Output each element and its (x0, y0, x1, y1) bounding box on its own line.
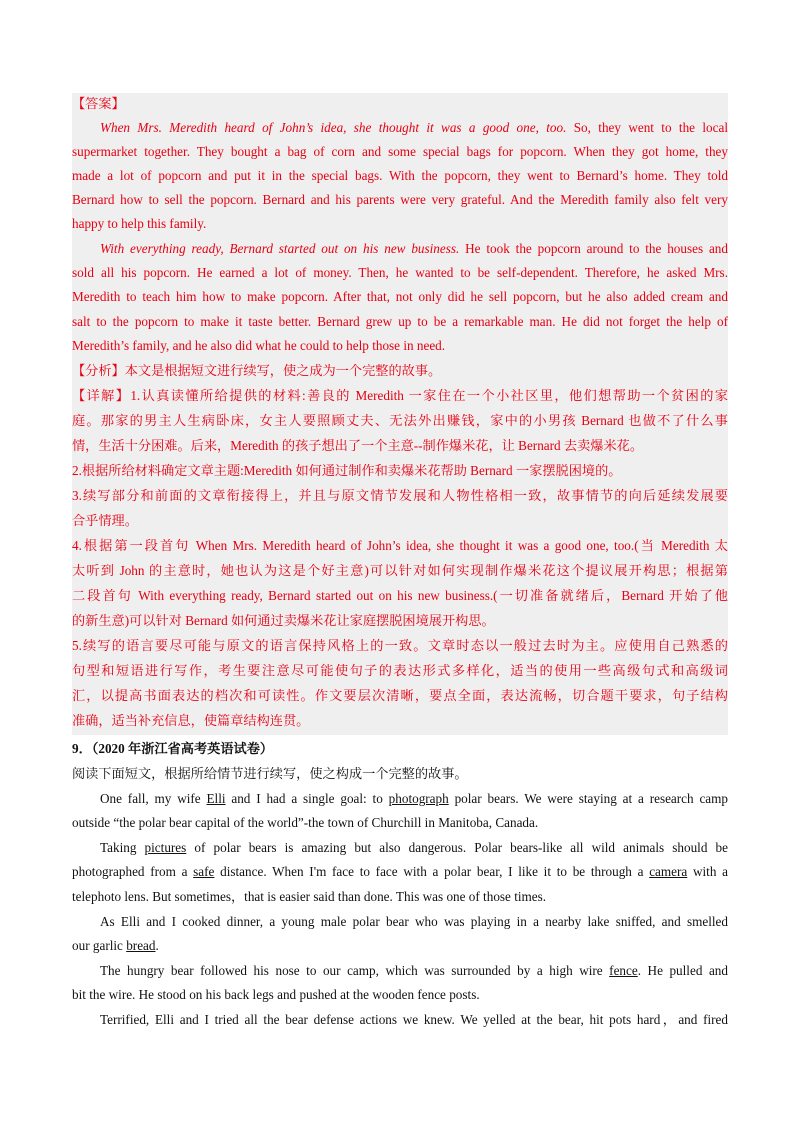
passage-line-2: outside “the polar bear capital of the world”-the town of Churchill in Manitoba, Canada. (72, 815, 539, 830)
detail-line-9: 二段首句 With everything ready, Bernard started out on his new business.(一切准备就绪后，Bernard 开始了他 (72, 588, 728, 603)
passage-text: Taking (100, 840, 145, 855)
passage-text: of polar bears is amazing but also dangerous. Polar bears-like all wild animals should be (186, 840, 728, 855)
detail-line-14: 准确，适当补充信息，使篇章结构连贯。 (72, 713, 310, 728)
detail-line-10: 的新生意)可以针对 Bernard 如何通过卖爆米花让家庭摆脱困境展开构思。 (72, 613, 495, 628)
answer-p2-line-4: salt to the popcorn to make it taste better. Bernard grew up to be a remarkable man. He did not forget the help of (72, 314, 728, 329)
question-number: 9． (72, 741, 92, 756)
detail-line-11: 5.续写的语言要尽可能与原文的语言保持风格上的一致。文章时态以一般过去时为主。应使用自己熟悉的 (72, 638, 728, 653)
passage-line-10: Terrified, Elli and I tried all the bear defense actions we knew. We yelled at the bear, hit pots hard，and fired (100, 1012, 728, 1027)
answer-p2-line-3: Meredith to teach him how to make popcorn. After that, not only did he sell popcorn, but he also added cream and (72, 289, 728, 304)
answer-p2-line-1 (72, 237, 728, 261)
detail-line-6: 合乎情理。 (72, 513, 138, 528)
passage-line-5: telephoto lens. But sometimes，that is easier said than done. This was one of those times. (72, 889, 547, 904)
answer-p1-line-2: supermarket together. They bought a bag of corn and some special bags for popcorn. When they got home, they (72, 144, 728, 159)
blank-word-pictures: pictures (144, 840, 187, 855)
passage-text: and I had a single goal: to (225, 791, 389, 806)
detail-line-7: 4.根据第一段首句 When Mrs. Meredith heard of John’s idea, she thought it was a good one, too.(当 Meredith 太 (72, 538, 728, 553)
answer-p1-rest: So, they went to the local (566, 120, 728, 135)
answer-p1-italic: When Mrs. Meredith heard of John’s idea, she thought it was a good one, too. (100, 120, 567, 135)
detail-line-3: 情，生活十分困难。后来，Meredith 的孩子想出了一个主意--制作爆米花，让 Bernard 去卖爆米花。 (72, 438, 644, 453)
passage-line-3 (72, 836, 728, 860)
passage-line-1 (72, 787, 728, 811)
blank-word-bread: bread (126, 938, 156, 953)
answer-p2-italic: With everything ready, Bernard started out on his new business. (100, 241, 460, 256)
answer-p2-line-5: Meredith’s family, and he also did what he could to help those in need. (72, 338, 446, 353)
passage-line-7 (72, 934, 728, 958)
passage-text: distance. When I'm face to face with a polar bear, I like it to be through a (214, 864, 650, 879)
passage-text: . He pulled and (637, 963, 728, 978)
passage-line-9: bit the wire. He stood on his back legs and pushed at the wooden fence posts. (72, 987, 480, 1002)
blank-word-photograph: photograph (388, 791, 449, 806)
answer-p1-line-5: happy to help this family. (72, 216, 207, 231)
question-source: （2020 年浙江省高考英语试卷） (91, 741, 274, 756)
detail-line-4: 2.根据所给材料确定文章主题:Meredith 如何通过制作和卖爆米花帮助 Bernard 一家摆脱困境的。 (72, 463, 622, 478)
blank-word-elli: Elli (206, 791, 226, 806)
detail-line-1: 【详解】1.认真读懂所给提供的材料:善良的 Meredith 一家住在一个小社区里，他们想帮助一个贫困的家 (72, 388, 728, 403)
detail-line-8: 太听到 John 的主意时，她也认为这是个好主意)可以针对如何实现制作爆米花这个提议展开构思；根据第 (72, 563, 728, 578)
analysis-line: 【分析】本文是根据短文进行续写，使之成为一个完整的故事。 (72, 363, 442, 378)
answer-p1-line-4: Bernard how to sell the popcorn. Bernard and his parents were very grateful. And the Meredith family also felt very (72, 192, 728, 207)
passage-text: . (155, 938, 159, 953)
detail-line-13: 汇，以提高书面表达的档次和可读性。作文要层次清晰，要点全面，表达流畅，切合题干要求，句子结构 (72, 688, 728, 703)
detail-line-12: 句型和短语进行写作，考生要注意尽可能使句子的表达形式多样化，适当的使用一些高级句式和高级词 (72, 663, 728, 678)
detail-line-2: 庭。那家的男主人生病卧床，女主人要照顾丈夫、无法外出赚钱，家中的小男孩 Bernard 也做不了什么事 (72, 413, 728, 428)
question-heading (72, 737, 728, 761)
passage-line-8 (72, 959, 728, 983)
blank-word-fence: fence (609, 963, 638, 978)
passage-text: with a (687, 864, 728, 879)
question-instruction: 阅读下面短文，根据所给情节进行续写，使之构成一个完整的故事。 (72, 766, 468, 781)
passage-line-6: As Elli and I cooked dinner, a young male polar bear who was playing in a nearby lake sniffed, and smelled (100, 914, 728, 929)
answer-p1-line-1 (72, 116, 728, 140)
blank-word-safe: safe (193, 864, 215, 879)
passage-text: our garlic (72, 938, 127, 953)
passage-text: photographed from a (72, 864, 194, 879)
answer-label: 【答案】 (72, 96, 125, 111)
detail-line-5: 3.续写部分和前面的文章衔接得上，并且与原文情节发展和人物性格相一致，故事情节的向后延续发展要 (72, 488, 728, 503)
answer-p2-rest: He took the popcorn around to the houses and (459, 241, 728, 256)
passage-text: polar bears. We were staying at a research camp (448, 791, 729, 806)
passage-text: The hungry bear followed his nose to our camp, which was surrounded by a high wire (100, 963, 610, 978)
passage-line-4 (72, 860, 728, 884)
blank-word-camera: camera (649, 864, 688, 879)
answer-p2-line-2: sold all his popcorn. He earned a lot of money. Then, he wanted to be self-dependent. Therefore, he asked Mrs. (72, 265, 728, 280)
answer-p1-line-3: made a lot of popcorn and put it in the special bags. With the popcorn, they went to Bernard’s home. They told (72, 168, 728, 183)
passage-text: One fall, my wife (100, 791, 207, 806)
